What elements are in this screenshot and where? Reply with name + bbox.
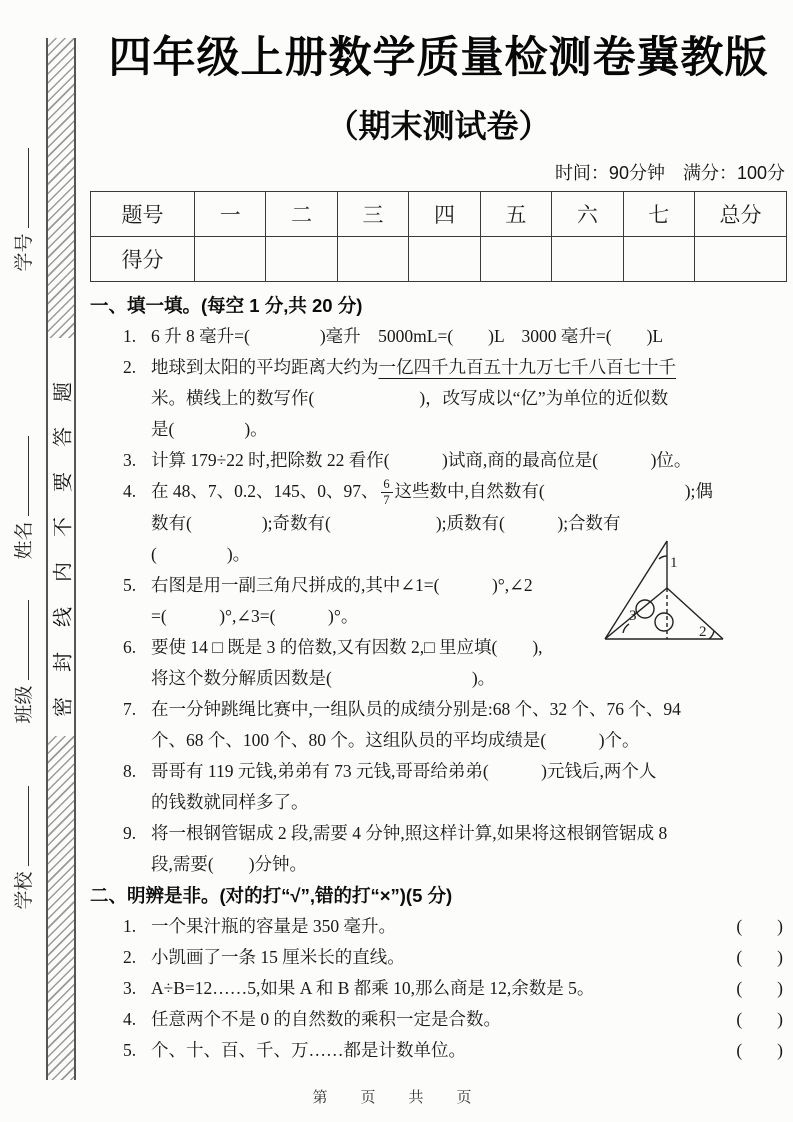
score-cell	[409, 237, 480, 282]
score-cell	[480, 237, 551, 282]
score-row-label: 得分	[91, 237, 195, 282]
answer-parentheses: ( )	[736, 1039, 783, 1060]
angle-1-arc	[659, 556, 667, 559]
question-text	[151, 476, 787, 508]
question-number: 3.	[123, 450, 137, 470]
question-2-text-plain: 地球到太阳的平均距离大约为	[151, 357, 379, 377]
question-text: 个、68 个、100 个、80 个。这组队员的平均成绩是( )个。	[151, 729, 640, 750]
item-text: 任意两个不是 0 的自然数的乘积一定是合数。	[151, 1008, 501, 1029]
seal-label-student-number	[7, 135, 37, 285]
question-text: 计算 179÷22 时,把除数 22 看作( )试商,商的最高位是( )位。	[151, 450, 692, 470]
school-blank-line	[15, 787, 29, 867]
question-text: 将一根钢管锯成 2 段,需要 4 分钟,照这样计算,如果将这根钢管锯成 8	[151, 822, 668, 843]
true-false-item-5	[90, 1035, 787, 1066]
question-text: ( )。	[151, 543, 251, 564]
question-3	[90, 445, 787, 476]
seal-label-class	[7, 587, 37, 737]
paper-subtitle: （期末测试卷）	[326, 108, 551, 144]
angle-mark-circle-2	[655, 613, 673, 631]
question-number: 1.	[123, 326, 137, 346]
question-number: 9.	[123, 822, 137, 843]
question-text: 数有( );奇数有( );质数有( );合数有	[151, 512, 621, 533]
score-header-2: 二	[266, 192, 337, 237]
angle-2-arc	[709, 631, 714, 639]
question-2	[90, 352, 787, 445]
answer-parentheses: ( )	[736, 1008, 783, 1029]
question-text: 6 升 8 毫升=( )毫升 5000mL=( )L 3000 毫升=( )L	[151, 326, 664, 346]
score-cell	[195, 237, 266, 282]
seal-hatch-bottom	[48, 736, 74, 1080]
section1-header: 一、填一填。(每空 1 分,共 20 分)	[90, 295, 363, 316]
time-score-info: 时间：90分钟 满分：100分	[554, 163, 785, 183]
question-text: =( )°,∠3=( )°。	[151, 605, 359, 626]
section2-header: 二、明辨是非。(对的打“√”,错的打“×”)(5 分)	[90, 884, 453, 906]
school-label: 学校	[13, 871, 35, 910]
angle-mark-circle-1	[636, 600, 654, 618]
score-header-total: 总分	[695, 192, 787, 237]
question-4-text-after: 这些数中,自然数有( );偶	[394, 481, 713, 501]
seal-label-school	[7, 773, 37, 923]
seal-hatch-top	[48, 38, 74, 338]
seal-warning-text: 密封线内不要答题	[52, 357, 75, 717]
question-text: 段,需要( )分钟。	[151, 853, 308, 874]
question-text: 将这个数分解质因数是( )。	[151, 667, 496, 688]
question-number: 6.	[123, 636, 137, 657]
score-table-score-row	[91, 237, 787, 282]
item-number: 5.	[123, 1039, 137, 1060]
item-text: 个、十、百、千、万……都是计数单位。	[151, 1039, 466, 1060]
item-number: 3.	[123, 977, 137, 998]
score-header-7: 七	[623, 192, 694, 237]
score-header-3: 三	[337, 192, 408, 237]
item-number: 1.	[123, 915, 137, 936]
question-number: 8.	[123, 760, 137, 781]
question-text: 在一分钟跳绳比赛中,一组队员的成绩分别是:68 个、32 个、76 个、94	[151, 698, 681, 719]
answer-parentheses: ( )	[736, 977, 783, 998]
question-text: 是( )。	[151, 419, 268, 439]
angle-3-arc	[623, 624, 629, 633]
question-number: 2.	[123, 357, 137, 377]
paper-title: 四年级上册数学质量检测卷冀教版	[108, 34, 769, 82]
true-false-item-4	[90, 1004, 787, 1035]
question-2-underlined-number: 一亿四千九百五十九万七千八百七十千	[378, 357, 676, 377]
score-cell	[266, 237, 337, 282]
big-triangle-left-edge	[605, 541, 667, 639]
question-text: 的钱数就同样多了。	[151, 791, 309, 812]
question-1	[90, 321, 787, 352]
score-cell	[337, 237, 408, 282]
score-cell	[552, 237, 623, 282]
score-header-timu: 题号	[91, 192, 195, 237]
question-number: 7.	[123, 698, 137, 719]
score-cell	[623, 237, 694, 282]
score-header-6: 六	[552, 192, 623, 237]
question-8	[90, 756, 787, 818]
score-header-5: 五	[480, 192, 551, 237]
score-table	[90, 191, 787, 282]
question-text: 右图是用一副三角尺拼成的,其中∠1=( )°,∠2	[151, 574, 533, 595]
questions-area	[90, 290, 787, 1066]
student-number-blank-line	[15, 149, 29, 229]
question-text: 要使 14 □ 既是 3 的倍数,又有因数 2,□ 里应填( ),	[151, 636, 543, 657]
student-number-label: 学号	[13, 233, 35, 272]
true-false-item-1	[90, 911, 787, 942]
name-blank-line	[15, 437, 29, 517]
score-header-1: 一	[195, 192, 266, 237]
seal-line-strip	[46, 38, 76, 1080]
answer-parentheses: ( )	[736, 946, 783, 967]
seal-label-name	[7, 423, 37, 573]
question-number: 5.	[123, 574, 137, 595]
item-number: 2.	[123, 946, 137, 967]
question-number: 4.	[123, 481, 137, 501]
question-text	[151, 352, 787, 383]
class-blank-line	[15, 601, 29, 681]
triangle-ruler-figure	[595, 536, 745, 658]
item-text: 小凯画了一条 15 厘米长的直线。	[151, 946, 405, 967]
score-cell	[695, 237, 787, 282]
question-text: 米。横线上的数写作( )，改写成以“亿”为单位的近似数	[151, 388, 669, 408]
item-number: 4.	[123, 1008, 137, 1029]
question-4-text-before: 在 48、7、0.2、145、0、97、	[151, 481, 379, 501]
angle-1-label: 1	[670, 555, 678, 571]
main-column	[90, 0, 787, 1066]
angle-2-label: 2	[699, 624, 707, 640]
item-text: A÷B=12……5,如果 A 和 B 都乘 10,那么商是 12,余数是 5。	[151, 977, 595, 998]
angle-3-label: 3	[629, 608, 637, 624]
question-7	[90, 694, 787, 756]
question-text: 哥哥有 119 元钱,弟弟有 73 元钱,哥哥给弟弟( )元钱后,两个人	[151, 760, 657, 781]
item-text: 一个果汁瓶的容量是 350 毫升。	[151, 915, 396, 936]
answer-parentheses: ( )	[736, 915, 783, 936]
seal-text-zone	[48, 338, 74, 736]
class-label: 班级	[13, 685, 35, 724]
score-table-header-row	[91, 192, 787, 237]
name-label: 姓名	[13, 521, 35, 560]
true-false-item-3	[90, 973, 787, 1004]
true-false-item-2	[90, 942, 787, 973]
score-header-4: 四	[409, 192, 480, 237]
fraction-denominator: 7	[383, 493, 390, 508]
fraction-six-sevenths	[381, 478, 393, 507]
question-9	[90, 818, 787, 880]
page-footer: 第 页 共 页	[312, 1089, 481, 1106]
fraction-numerator: 6	[383, 477, 390, 492]
